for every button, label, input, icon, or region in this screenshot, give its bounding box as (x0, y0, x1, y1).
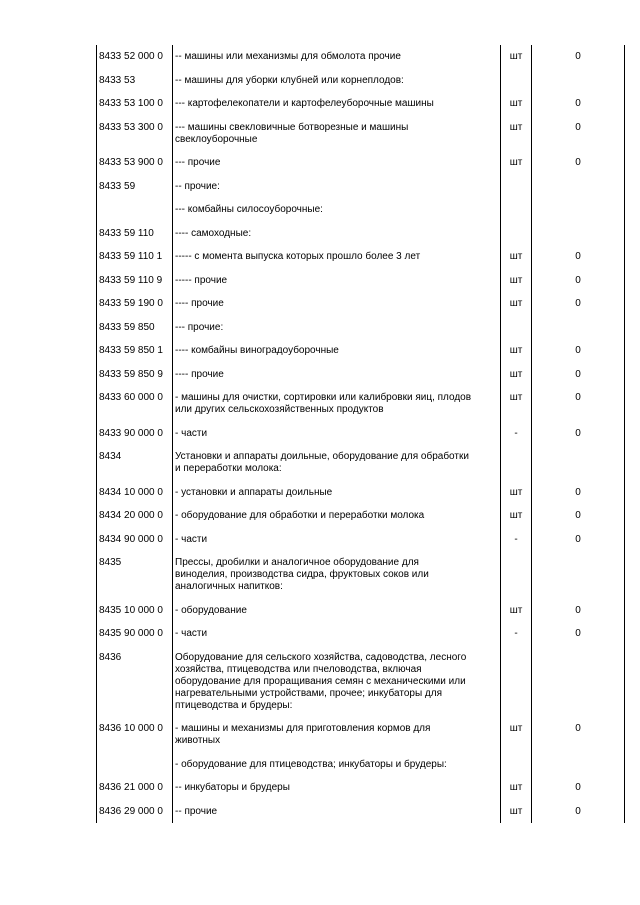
unit-cell (501, 551, 532, 599)
value-cell: 0 (532, 363, 625, 387)
description-cell: Установки и аппараты доильные, оборудование для обработки и переработки молока: (173, 445, 501, 481)
table-row (97, 245, 625, 269)
unit-cell: - (501, 422, 532, 446)
unit-cell: шт (501, 386, 532, 422)
description-cell: Оборудование для сельского хозяйства, садоводства, лесного хозяйства, птицеводства или пчеловодства, включая оборудование для проращивания семян с механическими или нагревательными устройствами, прочее; инкубаторы для птицеводства и брудеры: (173, 646, 501, 718)
unit-cell: шт (501, 116, 532, 152)
description-cell: -- машины или механизмы для обмолота прочие (173, 45, 501, 69)
table-row (97, 151, 625, 175)
tariff-table-body (97, 45, 625, 823)
table-row (97, 69, 625, 93)
unit-cell (501, 646, 532, 718)
description-cell: ---- прочие (173, 363, 501, 387)
value-cell (532, 316, 625, 340)
description-cell: - оборудование для птицеводства; инкубаторы и брудеры: (173, 753, 501, 777)
table-row (97, 753, 625, 777)
unit-cell: шт (501, 504, 532, 528)
unit-cell: шт (501, 363, 532, 387)
table-row (97, 646, 625, 718)
unit-cell: шт (501, 269, 532, 293)
code-cell: 8434 20 000 0 (97, 504, 173, 528)
description-cell: -- инкубаторы и брудеры (173, 776, 501, 800)
code-cell: 8433 53 900 0 (97, 151, 173, 175)
code-cell: 8435 10 000 0 (97, 599, 173, 623)
code-cell: 8434 10 000 0 (97, 481, 173, 505)
description-cell: - оборудование (173, 599, 501, 623)
code-cell: 8433 59 110 1 (97, 245, 173, 269)
table-row (97, 45, 625, 69)
table-row (97, 292, 625, 316)
code-cell: 8433 90 000 0 (97, 422, 173, 446)
code-cell: 8433 59 110 9 (97, 269, 173, 293)
value-cell: 0 (532, 92, 625, 116)
value-cell: 0 (532, 245, 625, 269)
unit-cell (501, 753, 532, 777)
value-cell: 0 (532, 116, 625, 152)
code-cell: 8434 (97, 445, 173, 481)
value-cell (532, 198, 625, 222)
code-cell: 8433 59 850 (97, 316, 173, 340)
unit-cell: шт (501, 717, 532, 753)
value-cell: 0 (532, 504, 625, 528)
unit-cell (501, 69, 532, 93)
unit-cell (501, 198, 532, 222)
unit-cell: - (501, 622, 532, 646)
value-cell: 0 (532, 292, 625, 316)
unit-cell: - (501, 528, 532, 552)
table-row (97, 222, 625, 246)
code-cell: 8433 59 (97, 175, 173, 199)
description-cell: - части (173, 528, 501, 552)
code-cell: 8433 59 110 (97, 222, 173, 246)
description-cell: -- прочие: (173, 175, 501, 199)
value-cell: 0 (532, 339, 625, 363)
table-row (97, 339, 625, 363)
unit-cell: шт (501, 599, 532, 623)
unit-cell: шт (501, 151, 532, 175)
description-cell: --- комбайны силосоуборочные: (173, 198, 501, 222)
value-cell: 0 (532, 151, 625, 175)
description-cell: --- прочие (173, 151, 501, 175)
code-cell (97, 198, 173, 222)
unit-cell: шт (501, 45, 532, 69)
code-cell: 8436 21 000 0 (97, 776, 173, 800)
description-cell: ----- прочие (173, 269, 501, 293)
table-row (97, 198, 625, 222)
table-row (97, 316, 625, 340)
description-cell: ---- комбайны виноградоуборочные (173, 339, 501, 363)
value-cell: 0 (532, 45, 625, 69)
description-cell: ---- самоходные: (173, 222, 501, 246)
code-cell: 8433 53 100 0 (97, 92, 173, 116)
table-row (97, 622, 625, 646)
table-row (97, 481, 625, 505)
value-cell: 0 (532, 481, 625, 505)
code-cell: 8436 10 000 0 (97, 717, 173, 753)
table-row (97, 116, 625, 152)
description-cell: --- прочие: (173, 316, 501, 340)
code-cell: 8433 53 (97, 69, 173, 93)
value-cell: 0 (532, 269, 625, 293)
table-row (97, 363, 625, 387)
table-row (97, 504, 625, 528)
description-cell: - оборудование для обработки и переработки молока (173, 504, 501, 528)
table-row (97, 386, 625, 422)
value-cell: 0 (532, 622, 625, 646)
code-cell: 8436 29 000 0 (97, 800, 173, 824)
code-cell: 8434 90 000 0 (97, 528, 173, 552)
description-cell: --- машины свекловичные ботворезные и машины свеклоуборочные (173, 116, 501, 152)
unit-cell: шт (501, 800, 532, 824)
unit-cell: шт (501, 481, 532, 505)
code-cell: 8435 90 000 0 (97, 622, 173, 646)
value-cell: 0 (532, 800, 625, 824)
unit-cell: шт (501, 92, 532, 116)
value-cell: 0 (532, 717, 625, 753)
table-row (97, 269, 625, 293)
unit-cell: шт (501, 245, 532, 269)
table-row (97, 528, 625, 552)
value-cell (532, 551, 625, 599)
description-cell: - части (173, 622, 501, 646)
code-cell: 8433 60 000 0 (97, 386, 173, 422)
code-cell: 8433 52 000 0 (97, 45, 173, 69)
description-cell: - части (173, 422, 501, 446)
value-cell (532, 753, 625, 777)
description-cell: - машины для очистки, сортировки или калибровки яиц, плодов или других сельскохозяйственных продуктов (173, 386, 501, 422)
table-row (97, 776, 625, 800)
description-cell: --- картофелекопатели и картофелеуборочные машины (173, 92, 501, 116)
table-row (97, 717, 625, 753)
code-cell: 8435 (97, 551, 173, 599)
description-cell: -- машины для уборки клубней или корнеплодов: (173, 69, 501, 93)
description-cell: ----- с момента выпуска которых прошло более 3 лет (173, 245, 501, 269)
table-row (97, 551, 625, 599)
description-cell: -- прочие (173, 800, 501, 824)
description-cell: Прессы, дробилки и аналогичное оборудование для виноделия, производства сидра, фруктовых соков или аналогичных напитков: (173, 551, 501, 599)
description-cell: ---- прочие (173, 292, 501, 316)
table-row (97, 175, 625, 199)
unit-cell (501, 175, 532, 199)
table-row (97, 800, 625, 824)
unit-cell: шт (501, 292, 532, 316)
description-cell: - машины и механизмы для приготовления кормов для животных (173, 717, 501, 753)
value-cell (532, 222, 625, 246)
value-cell: 0 (532, 776, 625, 800)
value-cell (532, 646, 625, 718)
code-cell: 8433 59 850 1 (97, 339, 173, 363)
unit-cell (501, 222, 532, 246)
table-row (97, 599, 625, 623)
table-row (97, 92, 625, 116)
table-row (97, 445, 625, 481)
code-cell: 8433 59 190 0 (97, 292, 173, 316)
code-cell: 8433 59 850 9 (97, 363, 173, 387)
value-cell: 0 (532, 599, 625, 623)
value-cell: 0 (532, 422, 625, 446)
code-cell (97, 753, 173, 777)
value-cell (532, 69, 625, 93)
unit-cell: шт (501, 339, 532, 363)
value-cell (532, 445, 625, 481)
unit-cell (501, 316, 532, 340)
description-cell: - установки и аппараты доильные (173, 481, 501, 505)
tariff-table (96, 45, 625, 823)
code-cell: 8436 (97, 646, 173, 718)
unit-cell: шт (501, 776, 532, 800)
unit-cell (501, 445, 532, 481)
table-row (97, 422, 625, 446)
value-cell (532, 175, 625, 199)
code-cell: 8433 53 300 0 (97, 116, 173, 152)
value-cell: 0 (532, 386, 625, 422)
value-cell: 0 (532, 528, 625, 552)
